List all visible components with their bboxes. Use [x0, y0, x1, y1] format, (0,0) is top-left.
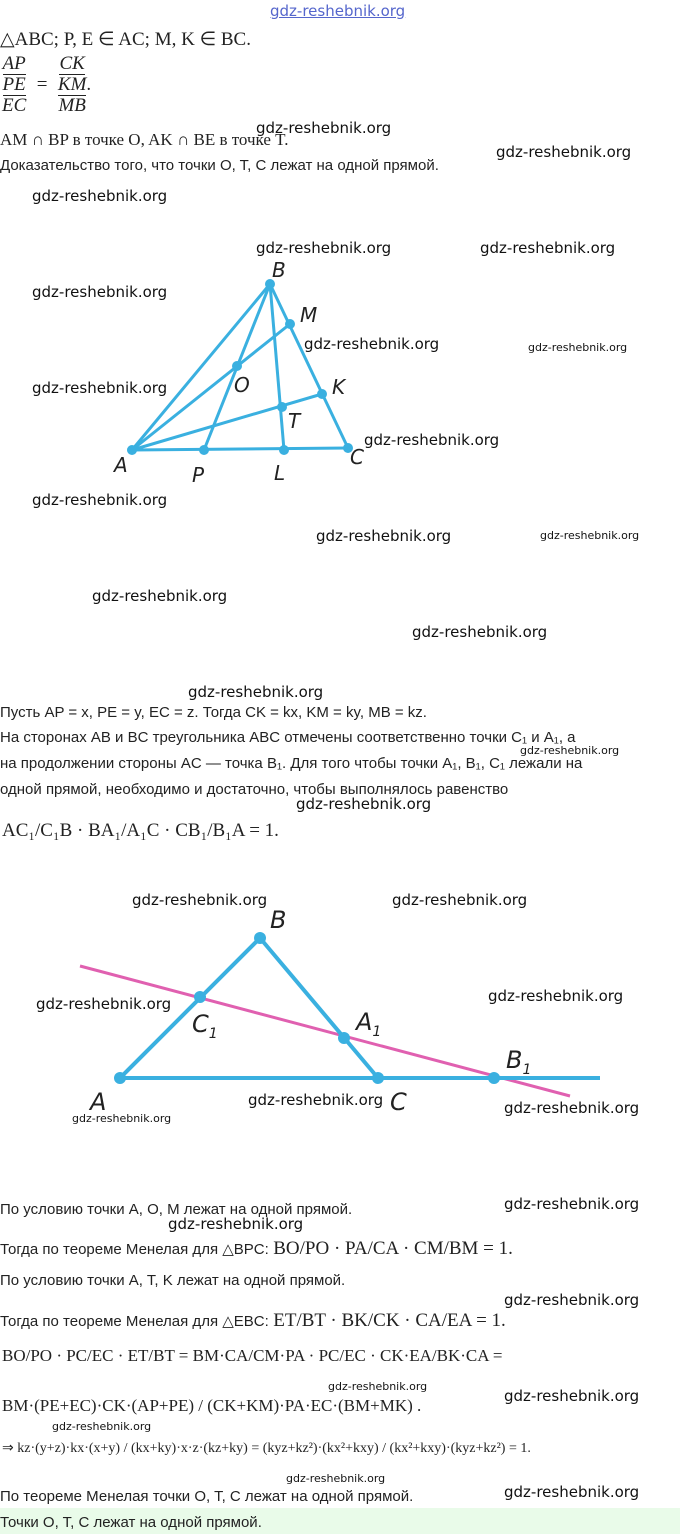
proof-formula: BO/PO · PA/CA · CM/BM = 1. — [273, 1238, 513, 1259]
point-a — [127, 445, 137, 455]
point-l — [279, 445, 289, 455]
watermark: gdz-reshebnik.org — [304, 335, 440, 353]
point-t — [277, 402, 287, 412]
label-c1: $C_1$ — [192, 1010, 218, 1042]
watermark: gdz-reshebnik.org — [36, 995, 172, 1013]
watermark: gdz-reshebnik.org — [364, 431, 500, 449]
watermark: gdz-reshebnik.org — [488, 987, 624, 1005]
watermark: gdz-reshebnik.org — [504, 1387, 640, 1405]
label-c: C — [390, 1088, 407, 1116]
point-b — [254, 932, 266, 944]
watermark: gdz-reshebnik.org — [132, 891, 268, 909]
label-b: B — [270, 906, 287, 934]
prove-statement: Доказательство того, что точки O, T, C лежат на одной прямой. — [0, 157, 439, 174]
point-b1 — [488, 1072, 500, 1084]
watermark: gdz-reshebnik.org — [316, 527, 452, 545]
frac-num: CK — [59, 53, 85, 74]
proof-line-3: По условию точки A, T, K лежат на одной прямой. — [0, 1272, 346, 1289]
label-m: M — [300, 303, 318, 327]
watermark: gdz-reshebnik.org — [504, 1291, 640, 1309]
watermark: gdz-reshebnik.org — [92, 587, 228, 605]
watermark: gdz-reshebnik.org — [32, 379, 168, 397]
watermark: gdz-reshebnik.org — [540, 529, 640, 542]
watermark: gdz-reshebnik.org — [392, 891, 528, 909]
setup-line-3: на продолжении стороны AC — точка B₁. Для того чтобы точки A₁, B₁, C₁ лежали на — [0, 755, 583, 772]
proof-line-2 — [0, 1238, 513, 1260]
frac-den: EC — [2, 95, 27, 116]
point-c — [372, 1072, 384, 1084]
watermark: gdz-reshebnik.org — [296, 795, 432, 813]
watermark: gdz-reshebnik.org — [72, 1112, 172, 1125]
label-a: A — [90, 1088, 107, 1116]
frac-den: KM — [57, 74, 87, 95]
watermark: gdz-reshebnik.org — [32, 187, 168, 205]
watermark[interactable]: gdz-reshebnik.org — [270, 2, 406, 20]
watermark: gdz-reshebnik.org — [52, 1420, 152, 1433]
watermark: gdz-reshebnik.org — [188, 683, 324, 701]
watermark: gdz-reshebnik.org — [520, 744, 620, 757]
proof-line-7: ⇒ kz·(y+z)·kx·(x+y) / (kx+ky)·x·z·(kz+ky) = (kyz+kz²)·(kx²+kxy) / (kx²+kxy)·(kyz+kz²) = 1. — [2, 1441, 531, 1456]
watermark: gdz-reshebnik.org — [504, 1483, 640, 1501]
setup-line-2: На сторонах AB и BC треугольника ABC отмечены соответственно точки C₁ и A₁, а — [0, 729, 576, 746]
label-c: C — [350, 445, 364, 469]
watermark: gdz-reshebnik.org — [496, 143, 632, 161]
setup-line-1: Пусть AP = x, PE = y, EC = z. Тогда CK = kx, KM = ky, MB = kz. — [0, 704, 427, 721]
menelaus-formula: AC₁/C₁B · BA₁/A₁C · CB₁/B₁A = 1. — [2, 820, 279, 841]
watermark: gdz-reshebnik.org — [248, 1091, 384, 1109]
label-t: T — [288, 409, 301, 433]
label-b1: $B_1$ — [506, 1046, 532, 1078]
equals-sign: = — [36, 74, 48, 95]
watermark: gdz-reshebnik.org — [168, 1215, 304, 1233]
setup-line-4: одной прямой, необходимо и достаточно, чтобы выполнялось равенство — [0, 781, 509, 798]
figure-triangle-abc — [100, 250, 380, 490]
label-b: B — [272, 258, 286, 282]
watermark: gdz-reshebnik.org — [286, 1472, 386, 1485]
watermark: gdz-reshebnik.org — [328, 1380, 428, 1393]
proof-line-1: По условию точки A, O, M лежат на одной прямой. — [0, 1201, 353, 1218]
watermark: gdz-reshebnik.org — [32, 283, 168, 301]
label-a: A — [114, 453, 128, 477]
point-k — [317, 389, 327, 399]
label-l: L — [274, 461, 286, 485]
label-p: P — [192, 463, 205, 487]
watermark: gdz-reshebnik.org — [256, 119, 392, 137]
watermark: gdz-reshebnik.org — [504, 1195, 640, 1213]
watermark: gdz-reshebnik.org — [504, 1099, 640, 1117]
label-k: K — [332, 375, 346, 399]
figure-menelaus — [60, 900, 620, 1120]
proof-line-5: BO/PO · PC/EC · ET/BT = BM·CA/CM·PA · PC/EC · CK·EA/BK·CA = — [2, 1346, 503, 1365]
point-a — [114, 1072, 126, 1084]
frac-num: AP — [2, 53, 26, 74]
point-o — [232, 361, 242, 371]
watermark: gdz-reshebnik.org — [256, 239, 392, 257]
frac-den: MB — [58, 95, 86, 116]
intersection-line: AM ∩ BP в точке O, AK ∩ BE в точке T. — [0, 130, 289, 149]
point-a1 — [338, 1032, 350, 1044]
proof-line-8: По теореме Менелая точки O, T, C лежат на одной прямой. — [0, 1488, 414, 1505]
watermark: gdz-reshebnik.org — [412, 623, 548, 641]
watermark: gdz-reshebnik.org — [480, 239, 616, 257]
given-ratio: $\frac{AP}{PE}$ EC = $\frac{CK}{KM}$ MB . — [2, 53, 92, 116]
watermark: gdz-reshebnik.org — [528, 341, 628, 354]
proof-text: Тогда по теореме Менелая для △BPC: — [0, 1241, 269, 1258]
proof-text: Тогда по теореме Менелая для △EBC: — [0, 1313, 269, 1330]
proof-line-4 — [0, 1310, 506, 1332]
point-c1 — [194, 991, 206, 1003]
frac-den: PE — [2, 74, 26, 95]
watermark: gdz-reshebnik.org — [32, 491, 168, 509]
label-a1: $A_1$ — [356, 1008, 382, 1040]
given-line: △ABC; P, E ∈ AC; M, K ∈ BC. — [0, 29, 251, 50]
proof-formula: ET/BT · BK/CK · CA/EA = 1. — [273, 1310, 506, 1331]
label-o: O — [234, 373, 250, 397]
proof-line-6: BM·(PE+EC)·CK·(AP+PE) / (CK+KM)·PA·EC·(BM+MK) . — [2, 1396, 422, 1415]
point-m — [285, 319, 295, 329]
point-p — [199, 445, 209, 455]
conclusion-text: Точки O, T, C лежат на одной прямой. — [0, 1514, 262, 1531]
